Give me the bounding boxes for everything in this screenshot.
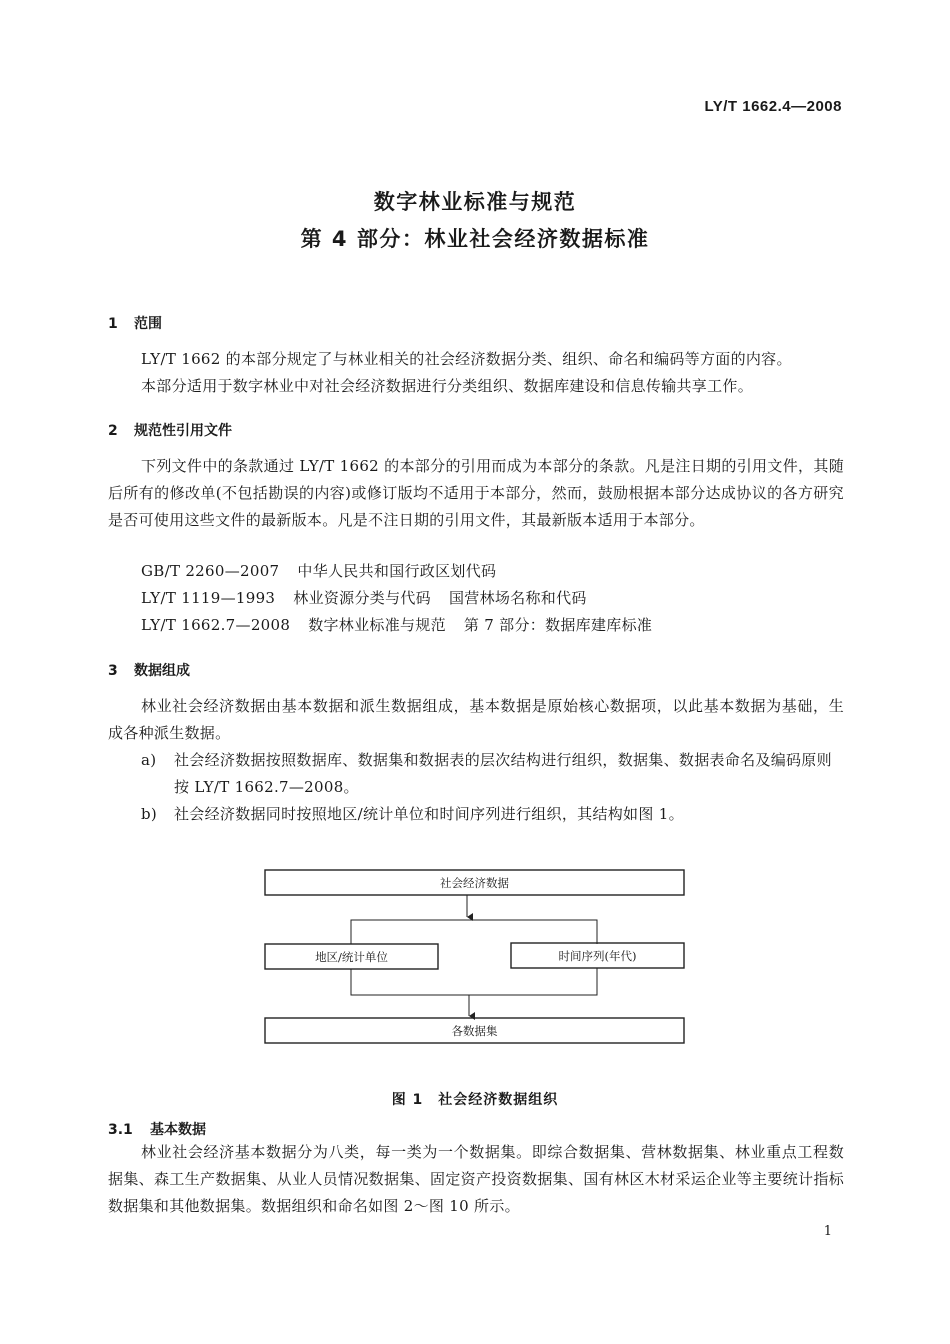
section-number: 3.1: [108, 1122, 133, 1138]
reference-subtitle: 第 7 部分：数据库建库标准: [463, 616, 653, 634]
standard-number: LY/T 1662.4—2008: [704, 98, 842, 115]
bottom-box-label: 各数据集: [451, 1024, 498, 1038]
section-2-heading: [108, 420, 232, 440]
normative-reference-2: [141, 587, 587, 608]
document-title-line-1: 数字林业标准与规范: [373, 190, 577, 214]
normative-reference-3: [141, 614, 652, 635]
section-number: 1: [108, 316, 118, 332]
section-3-paragraph-1: 林业社会经济数据由基本数据和派生数据组成，基本数据是原始核心数据项，以此基本数据为基础，生成各种派生数据。: [108, 697, 844, 742]
list-marker: a): [141, 751, 157, 769]
split-connector: [351, 920, 597, 944]
section-3-1-paragraph-1: 林业社会经济基本数据分为八类，每一类为一个数据集。即综合数据集、营林数据集、林业重点工程数据集、森工生产数据集、从业人员情况数据集、固定资产投资数据集、国有林区木材采运企业等主要统计指标数据集和其他数据集。数据组织和命名如图 2～图 10 所示。: [108, 1143, 844, 1215]
left-box-label: 地区/统计单位: [315, 950, 388, 964]
section-title: 基本数据: [150, 1122, 206, 1138]
figure-1-caption: 图 1 社会经济数据组织: [391, 1092, 559, 1108]
section-1-paragraph-2: 本部分适用于数字林业中对社会经济数据进行分类组织、数据库建设和信息传输共享工作。: [141, 377, 754, 395]
section-3-heading: [108, 660, 190, 680]
section-1-heading: [108, 313, 162, 333]
section-number: 2: [108, 423, 118, 439]
reference-code: GB/T 2260—2007: [141, 562, 280, 580]
section-title: 规范性引用文件: [134, 423, 232, 439]
page-number: 1: [823, 1224, 832, 1239]
list-item-text: 社会经济数据按照数据库、数据集和数据表的层次结构进行组织，数据集、数据表命名及编码原则按 LY/T 1662.7—2008。: [174, 751, 832, 796]
section-title: 数据组成: [134, 663, 190, 679]
document-title-line-2: 第 4 部分：林业社会经济数据标准: [300, 227, 650, 251]
reference-title: 林业资源分类与代码: [293, 589, 431, 607]
reference-code: LY/T 1662.7—2008: [141, 616, 291, 634]
reference-code: LY/T 1119—1993: [141, 589, 276, 607]
section-number: 3: [108, 663, 118, 679]
reference-title: 中华人民共和国行政区划代码: [297, 562, 497, 580]
list-marker: b): [141, 805, 158, 823]
right-box-label: 时间序列(年代): [558, 949, 637, 963]
list-item-b: [141, 801, 844, 828]
reference-title: 数字林业标准与规范: [308, 616, 446, 634]
section-1-paragraph-1: LY/T 1662 的本部分规定了与林业相关的社会经济数据分类、组织、命名和编码等方面的内容。: [141, 350, 792, 368]
reference-subtitle: 国营林场名称和代码: [448, 589, 587, 607]
top-box-label: 社会经济数据: [440, 876, 509, 890]
merge-connector: [351, 968, 597, 995]
figure-1-diagram: [262, 866, 688, 1048]
list-item-a: [141, 747, 844, 801]
list-item-text: 社会经济数据同时按照地区/统计单位和时间序列进行组织，其结构如图 1。: [174, 805, 684, 823]
section-2-paragraph-1: 下列文件中的条款通过 LY/T 1662 的本部分的引用而成为本部分的条款。凡是注日期的引用文件，其随后所有的修改单(不包括勘误的内容)或修订版均不适用于本部分，然而，鼓励根据本部分达成协议的各方研究是否可使用这些文件的最新版本。凡是不注日期的引用文件，其最新版本适用于本部分。: [108, 457, 844, 529]
section-3-1-heading: [108, 1119, 206, 1139]
normative-reference-1: [141, 560, 496, 581]
section-title: 范围: [134, 316, 162, 332]
